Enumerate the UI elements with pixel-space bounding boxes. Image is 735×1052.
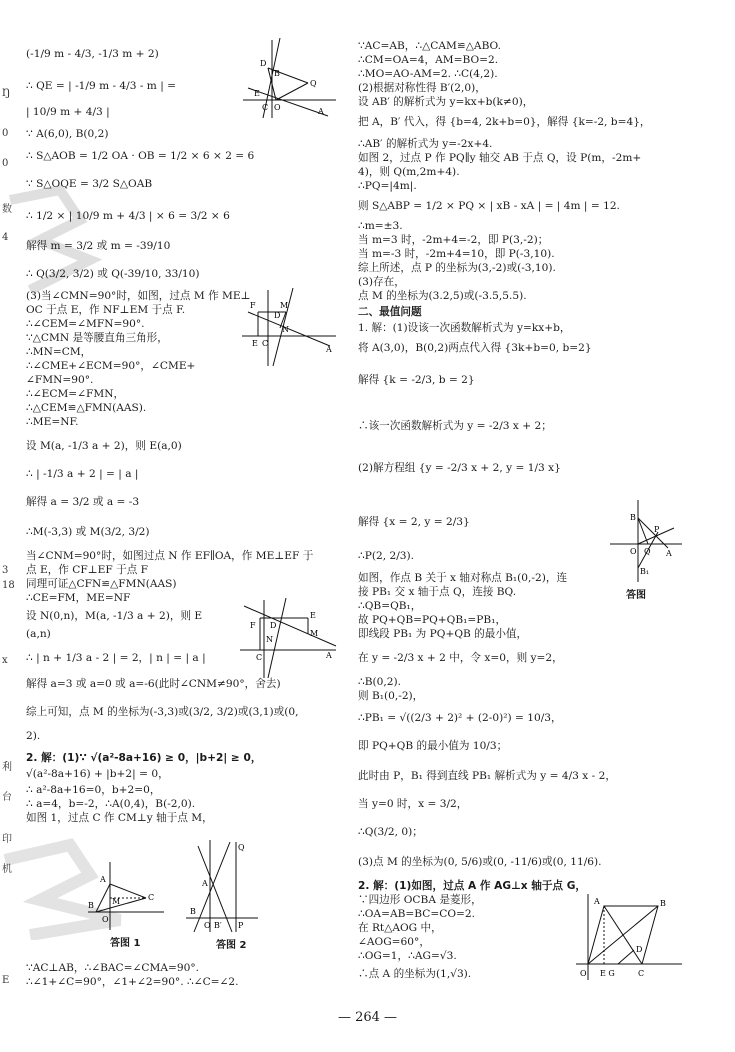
svg-text:D: D (270, 621, 277, 630)
text-line: ∴B(0,2). (358, 676, 402, 688)
text-line: (3)点 M 的坐标为(0, 5/6)或(0, -11/6)或(0, 11/6). (358, 856, 602, 868)
text-line: 同理可证△CFN≌△FMN(AAS) (26, 578, 177, 590)
figure-caption-minimum: 答图 (626, 590, 646, 601)
text-line: 综上可知，点 M 的坐标为(-3,3)或(3/2, 3/2)或(3,1)或(0, (26, 706, 299, 718)
svg-text:Q: Q (238, 843, 245, 852)
svg-text:B: B (630, 513, 636, 522)
text-line: ∴Q(3/2, 0)； (358, 826, 423, 838)
text-line: (2)解方程组 {y = -2/3 x + 2, y = 1/3 x} (358, 462, 561, 474)
text-line: ∠AOG=60°， (358, 936, 430, 948)
svg-text:O: O (630, 547, 637, 556)
problem-2-start: 2. 解：(1)∵ √(a²-8a+16) ≥ 0，|b+2| ≥ 0， (26, 752, 262, 764)
text-line: 在 Rt△AOG 中， (358, 922, 442, 934)
svg-text:E: E (252, 339, 258, 348)
edge-fragment: 0 (2, 158, 9, 169)
text-line: ∴CE=FM，ME=NF (26, 592, 131, 604)
text-line: ∴CM=OA=4，AM=BO=2. (358, 54, 499, 66)
edge-fragment: 3 (2, 565, 9, 576)
text-line: 设 M(a, -1/3 a + 2)，则 E(a,0) (26, 440, 182, 452)
text-line: ∴PQ=|4m|. (358, 180, 417, 192)
figure-minimum (608, 498, 684, 601)
text-line: (-1/9 m - 4/3, -1/3 m + 2) (26, 48, 159, 60)
svg-text:M: M (280, 301, 289, 310)
edge-fragment: 利 (2, 762, 12, 773)
page-number: — 264 — (337, 1010, 398, 1025)
text-line: ∴ME=NF. (26, 416, 79, 428)
text-line: ∴∠1+∠C=90°，∠1+∠2=90°. ∴∠C=∠2. (26, 976, 239, 988)
svg-text:D: D (636, 945, 643, 954)
edge-fragment: 台 (2, 792, 12, 803)
svg-text:C: C (148, 893, 155, 902)
svg-text:F: F (250, 621, 256, 630)
edge-fragment: x (2, 655, 8, 666)
svg-text:B: B (274, 69, 280, 78)
svg-text:E: E (254, 89, 260, 98)
svg-text:A: A (318, 107, 324, 116)
text-line: ∴P(2, 2/3). (358, 550, 415, 562)
text-line: 解得 {x = 2, y = 2/3} (358, 516, 470, 528)
svg-text:A: A (326, 345, 332, 354)
text-line: ∵ A(6,0), B(0,2) (26, 128, 109, 140)
svg-text:M: M (112, 897, 121, 906)
text-line: ∴ S△AOB = 1/2 OA · OB = 1/2 × 6 × 2 = 6 (26, 150, 255, 162)
text-line: 4)，则 Q(m,2m+4). (358, 166, 460, 178)
figure-caption-1: 答图 1 (110, 938, 141, 949)
text-line: ∴ | -1/3 a + 2 | = | a | (26, 468, 139, 480)
text-line: ∴∠CME+∠ECM=90°，∠CME+ (26, 360, 196, 372)
text-line: 当∠CNM=90°时，如图过点 N 作 EF∥OA，作 ME⊥EF 于 (26, 550, 314, 562)
text-line: 解得 m = 3/2 或 m = -39/10 (26, 240, 171, 252)
svg-text:O: O (204, 921, 211, 930)
text-line: 设 AB′ 的解析式为 y=kx+b(k≠0)， (358, 96, 534, 108)
text-line: OC 于点 E，作 NF⊥EM 于点 F. (26, 304, 186, 316)
svg-text:A: A (202, 879, 208, 888)
text-line: 点 M 的坐标为(3.2,5)或(-3.5,5.5). (358, 290, 527, 302)
text-line: ∵△CMN 是等腰直角三角形， (26, 332, 168, 344)
text-line: 设 N(0,n)，M(a, -1/3 a + 2)，则 E (26, 610, 203, 622)
text-line: (3)当∠CMN=90°时，如图，过点 M 作 ME⊥ (26, 290, 251, 302)
text-line: ∵ S△OQE = 3/2 S△OAB (26, 178, 153, 190)
text-line: 如图，作点 B 关于 x 轴对称点 B₁(0,-2)，连 (358, 572, 568, 584)
text-line: 则 S△ABP = 1/2 × PQ × | xB - xA | = | 4m | = 12. (358, 200, 620, 212)
text-line: ∴ a=4，b=-2，∴A(0,4)，B(-2,0). (26, 798, 196, 810)
text-line: 综上所述，点 P 的坐标为(3,-2)或(-3,10). (358, 262, 556, 274)
svg-text:F: F (250, 301, 256, 310)
figure-answer-2 (184, 838, 260, 951)
text-line: (2)根据对称性得 B′(2,0)， (358, 82, 486, 94)
text-line: ∴MO=AO-AM=2. ∴C(4,2). (358, 68, 498, 80)
text-line: 解得 a = 3/2 或 a = -3 (26, 496, 140, 508)
text-line: 将 A(3,0)，B(0,2)两点代入得 {3k+b=0, b=2} (358, 342, 592, 354)
text-line: 如图 1，过点 C 作 CM⊥y 轴于点 M， (26, 812, 213, 824)
svg-text:C: C (256, 653, 263, 662)
edge-fragment: 印 (2, 834, 12, 845)
edge-fragment: 数 (2, 204, 12, 215)
text-line: 则 B₁(0,-2)， (358, 690, 424, 702)
edge-fragment: 0 (2, 128, 9, 139)
svg-text:A: A (100, 875, 106, 884)
svg-text:O: O (580, 969, 587, 978)
svg-text:E: E (310, 611, 316, 620)
figure-q-e (238, 38, 338, 120)
text-line: 当 m=-3 时，-2m+4=10，即 P(-3,10). (358, 248, 555, 260)
svg-text:Q: Q (644, 547, 651, 556)
svg-text:B₁: B₁ (640, 567, 650, 576)
svg-text:N: N (266, 635, 273, 644)
svg-text:O: O (274, 103, 281, 112)
svg-text:D: D (274, 311, 281, 320)
svg-text:C: C (638, 969, 645, 978)
text-line: ∴OA=AB=BC=CO=2. (358, 908, 476, 920)
text-line: (3)存在， (358, 276, 405, 288)
svg-text:B: B (88, 901, 94, 910)
text-line: ∠FMN=90°. (26, 374, 94, 386)
text-line: 当 m=3 时，-2m+4=-2，即 P(3,-2)； (358, 234, 549, 246)
text-line: (a,n) (26, 628, 51, 640)
text-line: 在 y = -2/3 x + 2 中，令 x=0，则 y=2， (358, 652, 563, 664)
text-line: 如图 2，过点 P 作 PQ∥y 轴交 AB 于点 Q，设 P(m，-2m+ (358, 152, 642, 164)
svg-text:N: N (282, 325, 289, 334)
text-line: 此时由 P，B₁ 得到直线 PB₁ 解析式为 y = 4/3 x - 2， (358, 770, 616, 782)
edge-fragment: 4 (2, 232, 9, 243)
text-line: ∴∠CEM=∠MFN=90°. (26, 318, 145, 330)
svg-text:B′: B′ (214, 921, 222, 930)
text-line: ∴m=±3. (358, 220, 403, 232)
text-line: 接 PB₁ 交 x 轴于点 Q，连接 BQ. (358, 586, 517, 598)
svg-text:Q: Q (310, 79, 317, 88)
figure-answer-1 (86, 860, 166, 949)
svg-text:B: B (190, 907, 196, 916)
text-line: 解得 {k = -2/3, b = 2} (358, 374, 475, 386)
figure-rhombus (574, 892, 684, 982)
figure-cnm-2 (236, 598, 340, 680)
text-line: ∵四边形 OCBA 是菱形， (358, 894, 482, 906)
text-line: 2). (26, 730, 41, 742)
text-line: 点 E，作 CF⊥EF 于点 F (26, 564, 149, 576)
svg-text:C: C (262, 103, 269, 112)
svg-text:D: D (260, 59, 267, 68)
svg-text:P: P (654, 525, 660, 534)
text-line: 故 PQ+QB=PQ+QB₁=PB₁， (358, 614, 507, 626)
edge-fragment: 18 (2, 580, 15, 591)
text-line: ∴AB′ 的解析式为 y=-2x+4. (358, 138, 493, 150)
text-line: ∴ QE = | -1/9 m - 4/3 - m | = (26, 80, 177, 92)
text-line: ∴点 A 的坐标为(1,√3). (358, 968, 472, 980)
text-line: 即线段 PB₁ 为 PQ+QB 的最小值， (358, 628, 528, 640)
text-line: 即 PQ+QB 的最小值为 10/3； (358, 740, 508, 752)
edge-fragment: 机 (2, 864, 12, 875)
text-line: ∴∠ECM=∠FMN， (26, 388, 125, 400)
text-line: ∴该一次函数解析式为 y = -2/3 x + 2； (358, 420, 552, 432)
text-line: ∴ | n + 1/3 a - 2 | = 2，| n | = | a | (26, 652, 206, 664)
svg-text:P: P (238, 921, 244, 930)
text-line: ∵AC⊥AB，∴∠BAC=∠CMA=90°. (26, 962, 200, 974)
text-line: 解得 a=3 或 a=0 或 a=-6(此时∠CNM≠90°，舍去) (26, 678, 281, 690)
svg-text:A: A (666, 549, 672, 558)
text-line: 把 A，B′ 代入，得 {b=4, 2k+b=0}，解得 {k=-2, b=4}， (358, 116, 651, 128)
text-line: ∴PB₁ = √((2/3 + 2)² + (2-0)²) = 10/3， (358, 712, 562, 724)
section-heading: 二、最值问题 (358, 306, 422, 318)
svg-text:E G: E G (600, 969, 615, 978)
figure-caption-2: 答图 2 (216, 940, 247, 951)
svg-text:M: M (310, 629, 319, 638)
edge-fragment: Ŋ (2, 88, 11, 99)
text-line: ∴MN=CM， (26, 346, 92, 358)
text-line: ∴ Q(3/2, 3/2) 或 Q(-39/10, 33/10) (26, 268, 200, 280)
text-line: 当 y=0 时，x = 3/2， (358, 798, 468, 810)
svg-text:A: A (594, 897, 600, 906)
text-line: | 10/9 m + 4/3 | (26, 106, 110, 118)
problem-2-start: 2. 解：(1)如图，过点 A 作 AG⊥x 轴于点 G， (358, 880, 587, 892)
left-edge-fragments (0, 0, 22, 1052)
text-line: 1. 解：(1)设该一次函数解析式为 y=kx+b， (358, 322, 571, 334)
text-line: √(a²-8a+16) + |b+2| = 0， (26, 768, 169, 780)
text-line: ∴ a²-8a+16=0，b+2=0， (26, 784, 161, 796)
edge-fragment: E (2, 975, 10, 986)
text-line: ∴ 1/2 × | 10/9 m + 4/3 | × 6 = 3/2 × 6 (26, 210, 230, 222)
text-line: ∵AC=AB，∴△CAM≌△ABO. (358, 40, 501, 52)
svg-text:O: O (102, 915, 109, 924)
figure-cmn-1 (238, 288, 338, 368)
text-line: ∴QB=QB₁， (358, 600, 422, 612)
text-line: ∴△CEM≌△FMN(AAS). (26, 402, 147, 414)
svg-text:B: B (660, 899, 666, 908)
text-line: ∴M(-3,3) 或 M(3/2, 3/2) (26, 526, 150, 538)
text-line: ∴OG=1，∴AG=√3. (358, 950, 457, 962)
svg-text:C: C (262, 339, 269, 348)
svg-text:A: A (326, 651, 332, 660)
